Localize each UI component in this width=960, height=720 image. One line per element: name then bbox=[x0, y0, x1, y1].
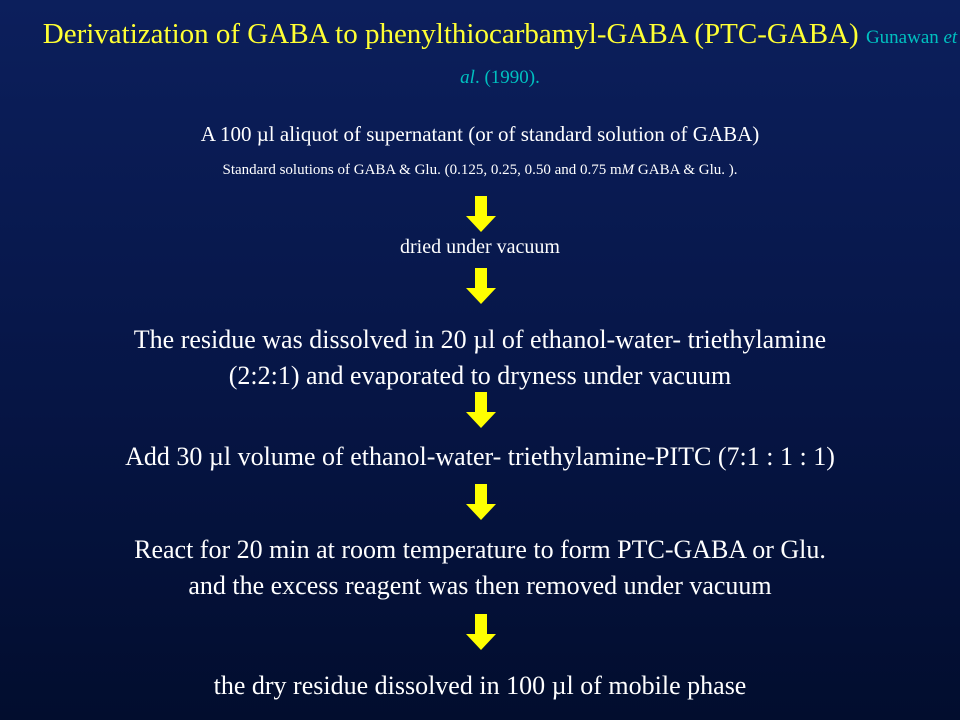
citation-year: . (1990). bbox=[474, 67, 540, 88]
react-line-2: and the excess reagent was then removed under vacuum bbox=[188, 571, 772, 600]
react-line-1: React for 20 min at room temperature to form PTC-GABA or Glu. bbox=[134, 535, 826, 564]
step-add-reagent: Add 30 µl volume of ethanol-water- triethylamine-PITC (7:1 : 1 : 1) bbox=[125, 442, 835, 471]
step-dried: dried under vacuum bbox=[400, 236, 560, 258]
citation-authors: Gunawan bbox=[865, 27, 944, 48]
residue-line-1: The residue was dissolved in 20 µl of ethanol-water- triethylamine bbox=[133, 325, 827, 354]
arrow-down-icon bbox=[466, 392, 496, 428]
step-react bbox=[0, 532, 960, 604]
arrow-down-icon bbox=[466, 196, 496, 232]
standards-text-end: GABA & Glu. ). bbox=[634, 162, 738, 178]
slide-title bbox=[40, 16, 960, 96]
standards-unit: M bbox=[621, 162, 635, 178]
step-standards bbox=[0, 162, 960, 179]
residue-line-2: (2:2:1) and evaporated to dryness under vacuum bbox=[228, 361, 732, 390]
arrow-down-icon bbox=[466, 268, 496, 304]
title-text: Derivatization of GABA to phenylthiocarbamyl-GABA (PTC-GABA) bbox=[42, 18, 859, 50]
arrow-down-icon bbox=[466, 484, 496, 520]
step-residue bbox=[0, 322, 960, 394]
citation-etal: et al bbox=[460, 27, 958, 88]
arrow-down-icon bbox=[466, 614, 496, 650]
step-aliquot: A 100 µl aliquot of supernatant (or of standard solution of GABA) bbox=[200, 122, 760, 146]
step-final: the dry residue dissolved in 100 µl of mobile phase bbox=[213, 671, 747, 700]
standards-text: Standard solutions of GABA & Glu. (0.125, 0.25, 0.50 and 0.75 m bbox=[222, 162, 622, 178]
